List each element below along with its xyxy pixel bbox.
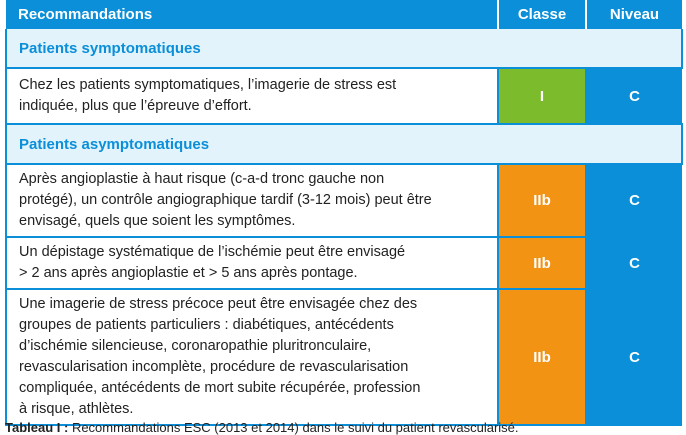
text-line: > 2 ans après angioplastie et > 5 ans après pontage. [19, 265, 358, 281]
header-recommandations: Recommandations [6, 0, 498, 29]
text-line: Un dépistage systématique de l’ischémie peut être envisagé [19, 244, 406, 260]
table-row [6, 237, 682, 289]
recommendation-text [6, 237, 498, 289]
text-line: groupes de patients particuliers : diabétiques, antécédents [19, 317, 394, 333]
classe-cell: IIb [498, 237, 586, 289]
recommendation-text [6, 164, 498, 237]
section-row [6, 29, 682, 68]
table-caption [5, 420, 519, 435]
classe-cell: IIb [498, 289, 586, 425]
recommendation-text [6, 289, 498, 425]
classe-cell: IIb [498, 164, 586, 237]
text-line: à risque, athlètes. [19, 401, 134, 417]
niveau-cell: C [586, 289, 682, 425]
text-line: Chez les patients symptomatiques, l’imagerie de stress est [19, 77, 397, 93]
caption-text: Recommandations ESC (2013 et 2014) dans le suivi du patient revascularisé. [68, 420, 519, 435]
table-header [6, 0, 682, 29]
table-row [6, 164, 682, 237]
text-line: compliquée, antécédents de mort subite récupérée, profession [19, 380, 421, 396]
text-line: protégé), un contrôle angiographique tardif (3-12 mois) peut être [19, 192, 432, 208]
header-classe: Classe [498, 0, 586, 29]
recommendation-text [6, 68, 498, 124]
section-title-symptomatiques: Patients symptomatiques [6, 29, 682, 68]
niveau-cell: C [586, 164, 682, 237]
text-line: revascularisation incomplète, procédure de revascularisation [19, 359, 409, 375]
niveau-cell: C [586, 68, 682, 124]
table-row [6, 289, 682, 425]
text-line: Une imagerie de stress précoce peut être envisagée chez des [19, 296, 418, 312]
section-title-asymptomatiques: Patients asymptomatiques [6, 124, 682, 164]
caption-label: Tableau I : [5, 420, 69, 435]
text-line: indiquée, plus que l’épreuve d’effort. [19, 98, 252, 114]
text-line: Après angioplastie à haut risque (c-a-d tronc gauche non [19, 171, 385, 187]
section-row [6, 124, 682, 164]
niveau-cell: C [586, 237, 682, 289]
text-line: d’ischémie silencieuse, coronaropathie pluritronculaire, [19, 338, 372, 354]
header-niveau: Niveau [586, 0, 682, 29]
classe-cell: I [498, 68, 586, 124]
table-row [6, 68, 682, 124]
text-line: envisagé, quels que soient les symptômes. [19, 213, 296, 229]
recommendations-table [5, 0, 683, 426]
